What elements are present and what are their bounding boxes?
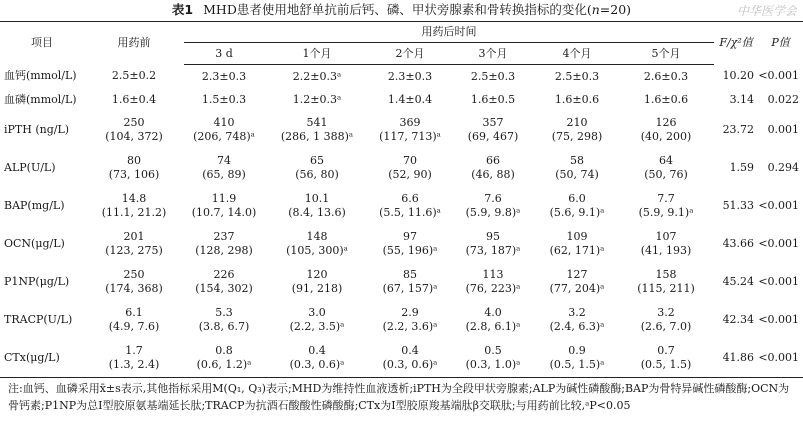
f-value: 51.33 bbox=[722, 199, 755, 212]
table-cell bbox=[536, 301, 618, 339]
cell-range: (73, 187)ᵃ bbox=[465, 244, 521, 257]
cell-value: 0.9 bbox=[568, 344, 586, 357]
cell-range: (115, 211) bbox=[637, 282, 695, 295]
table-cell bbox=[536, 339, 618, 378]
table-cell bbox=[184, 149, 264, 187]
cell-value: 237 bbox=[213, 230, 235, 243]
data-table bbox=[0, 21, 803, 378]
cell-value: 2.2±0.3ᵃ bbox=[292, 69, 342, 83]
table-row bbox=[0, 65, 803, 89]
cell-value: 6.1 bbox=[125, 306, 143, 319]
table-row bbox=[0, 301, 803, 339]
table-cell bbox=[450, 88, 536, 111]
table-title-eq: =20) bbox=[599, 2, 632, 17]
table-body bbox=[0, 65, 803, 378]
table-cell bbox=[84, 225, 184, 263]
cell-value: 58 bbox=[570, 154, 584, 167]
cell-range: (52, 90) bbox=[388, 168, 432, 181]
table-cell bbox=[450, 65, 536, 89]
cell-value: 2.6±0.3 bbox=[643, 69, 689, 83]
cell-range: (2.6, 7.0) bbox=[640, 320, 692, 333]
cell-value: 14.8 bbox=[121, 192, 147, 205]
table-cell bbox=[370, 111, 450, 149]
cell-range: (174, 368) bbox=[105, 282, 163, 295]
table-cell bbox=[264, 339, 370, 378]
cell-range: (0.6, 1.2)ᵃ bbox=[196, 358, 252, 371]
table-row bbox=[0, 111, 803, 149]
table-cell bbox=[264, 263, 370, 301]
cell-range: (11.1, 21.2) bbox=[101, 206, 167, 219]
cell-value: 6.0 bbox=[568, 192, 586, 205]
row-label: BAP(mg/L) bbox=[4, 199, 65, 212]
table-cell bbox=[618, 301, 714, 339]
cell-range: (5.9, 9.8)ᵃ bbox=[465, 206, 521, 219]
table-cell bbox=[618, 339, 714, 378]
cell-value: 1.4±0.4 bbox=[387, 92, 433, 106]
row-label: P1NP(μg/L) bbox=[4, 275, 70, 288]
cell-range: (73, 106) bbox=[108, 168, 160, 181]
table-cell bbox=[536, 111, 618, 149]
cell-range: (117, 713)ᵃ bbox=[379, 130, 441, 143]
table-cell bbox=[618, 263, 714, 301]
table-cell bbox=[264, 301, 370, 339]
table-cell bbox=[618, 187, 714, 225]
table-cell bbox=[264, 111, 370, 149]
cell-value: 158 bbox=[655, 268, 677, 281]
p-value: <0.001 bbox=[758, 339, 803, 378]
cell-range: (4.9, 7.6) bbox=[108, 320, 160, 333]
cell-value: 85 bbox=[403, 268, 417, 281]
cell-range: (40, 200) bbox=[640, 130, 692, 143]
header-time-5: 5个月 bbox=[618, 43, 714, 65]
table-cell bbox=[536, 65, 618, 89]
cell-value: 1.6±0.6 bbox=[554, 92, 600, 106]
cell-value: 2.5±0.3 bbox=[554, 69, 600, 83]
table-row bbox=[0, 225, 803, 263]
cell-value: 2.5±0.2 bbox=[111, 69, 157, 83]
cell-value: 97 bbox=[403, 230, 417, 243]
cell-value: 113 bbox=[482, 268, 504, 281]
p-value: <0.001 bbox=[758, 313, 800, 326]
table-cell bbox=[536, 263, 618, 301]
cell-range: (128, 298) bbox=[195, 244, 253, 257]
row-label: TRACP(U/L) bbox=[4, 313, 73, 326]
table-cell bbox=[84, 301, 184, 339]
cell-value: 210 bbox=[566, 116, 588, 129]
table-cell bbox=[536, 225, 618, 263]
cell-range: (0.3, 0.6)ᵃ bbox=[289, 358, 345, 371]
cell-value: 1.2±0.3ᵃ bbox=[292, 92, 342, 106]
cell-value: 4.0 bbox=[484, 306, 502, 319]
table-row bbox=[0, 263, 803, 301]
cell-value: 1.7 bbox=[125, 344, 143, 357]
cell-range: (50, 76) bbox=[644, 168, 688, 181]
f-value: 3.14 bbox=[729, 92, 755, 106]
cell-range: (76, 223)ᵃ bbox=[465, 282, 521, 295]
cell-value: 11.9 bbox=[211, 192, 237, 205]
cell-value: 1.6±0.5 bbox=[470, 92, 516, 106]
table-cell bbox=[184, 111, 264, 149]
table-cell bbox=[618, 225, 714, 263]
cell-range: (0.3, 1.0)ᵃ bbox=[465, 358, 521, 371]
table-row bbox=[0, 339, 803, 378]
table-cell bbox=[264, 149, 370, 187]
watermark-stamp: 中华医学会 bbox=[736, 4, 797, 18]
cell-value: 74 bbox=[217, 154, 231, 167]
cell-value: 0.4 bbox=[401, 344, 419, 357]
table-cell bbox=[184, 65, 264, 89]
cell-range: (154, 302) bbox=[195, 282, 253, 295]
cell-value: 5.3 bbox=[215, 306, 233, 319]
table-cell bbox=[370, 225, 450, 263]
p-value: <0.001 bbox=[758, 69, 800, 83]
cell-value: 70 bbox=[403, 154, 417, 167]
table-cell bbox=[184, 263, 264, 301]
table-cell bbox=[184, 301, 264, 339]
cell-range: (105, 300)ᵃ bbox=[286, 244, 348, 257]
p-value: 0.022 bbox=[767, 92, 800, 106]
table-row bbox=[0, 149, 803, 187]
cell-range: (5.9, 9.1)ᵃ bbox=[638, 206, 694, 219]
cell-value: 2.3±0.3 bbox=[201, 69, 247, 83]
table-cell bbox=[450, 187, 536, 225]
cell-range: (65, 89) bbox=[202, 168, 246, 181]
header-time-2: 2个月 bbox=[370, 43, 450, 65]
cell-value: 226 bbox=[213, 268, 235, 281]
table-footnote: 注:血钙、血磷采用x̄±s表示,其他指标采用M(Q₁, Q₃)表示;MHD为维持性血液透析;iPTH为全段甲状旁腺素;ALP为碱性磷酸酶;BAP为骨特异碱性磷酸酶;OCN为骨钙素;P1NP为总Ⅰ型胶原氨基端延长肽;TRACP为抗酒石酸酸性磷酸酶;CTx为Ⅰ型胶原羧基端肽β交联肽;与用药前比较,ᵃP<0.05 bbox=[8, 382, 790, 412]
table-cell bbox=[184, 187, 264, 225]
f-value: 23.72 bbox=[722, 123, 755, 136]
cell-value: 2.3±0.3 bbox=[387, 69, 433, 83]
table-cell bbox=[84, 339, 184, 378]
f-value: 41.86 bbox=[714, 339, 758, 378]
cell-value: 541 bbox=[306, 116, 328, 129]
cell-value: 410 bbox=[213, 116, 235, 129]
cell-range: (206, 748)ᵃ bbox=[193, 130, 255, 143]
table-cell bbox=[264, 88, 370, 111]
table-title-text: MHD患者使用地舒单抗前后钙、磷、甲状旁腺素和骨转换指标的变化( bbox=[203, 2, 592, 17]
cell-value: 369 bbox=[399, 116, 421, 129]
cell-range: (56, 80) bbox=[295, 168, 339, 181]
header-after-group: 用药后时间 bbox=[184, 22, 714, 43]
f-value: 43.66 bbox=[722, 237, 755, 250]
cell-value: 0.7 bbox=[657, 344, 675, 357]
cell-range: (41, 193) bbox=[640, 244, 692, 257]
cell-value: 7.7 bbox=[657, 192, 675, 205]
cell-range: (62, 171)ᵃ bbox=[549, 244, 605, 257]
cell-range: (75, 298) bbox=[551, 130, 603, 143]
header-p: P值 bbox=[758, 22, 803, 65]
header-item: 项目 bbox=[0, 22, 84, 65]
cell-value: 10.1 bbox=[304, 192, 330, 205]
table-cell bbox=[370, 187, 450, 225]
cell-value: 250 bbox=[123, 268, 145, 281]
cell-value: 1.6±0.6 bbox=[643, 92, 689, 106]
row-label: 血钙(mmol/L) bbox=[4, 69, 77, 83]
table-cell bbox=[84, 65, 184, 89]
p-value: <0.001 bbox=[758, 275, 800, 288]
cell-range: (2.2, 3.6)ᵃ bbox=[382, 320, 438, 333]
cell-range: (5.6, 9.1)ᵃ bbox=[549, 206, 605, 219]
cell-range: (2.2, 3.5)ᵃ bbox=[289, 320, 345, 333]
cell-value: 0.5 bbox=[484, 344, 502, 357]
table-cell bbox=[84, 187, 184, 225]
cell-range: (50, 74) bbox=[555, 168, 599, 181]
cell-value: 1.6±0.4 bbox=[111, 92, 157, 106]
cell-range: (5.5, 11.6)ᵃ bbox=[379, 206, 441, 219]
cell-range: (2.8, 6.1)ᵃ bbox=[465, 320, 521, 333]
cell-range: (1.3, 2.4) bbox=[108, 358, 160, 371]
f-value: 42.34 bbox=[722, 313, 755, 326]
f-value: 45.24 bbox=[722, 275, 755, 288]
cell-range: (77, 204)ᵃ bbox=[549, 282, 605, 295]
cell-value: 0.8 bbox=[215, 344, 233, 357]
table-cell bbox=[264, 225, 370, 263]
table-cell bbox=[618, 65, 714, 89]
p-value: <0.001 bbox=[758, 237, 800, 250]
table-cell bbox=[618, 149, 714, 187]
row-label: CTx(μg/L) bbox=[0, 339, 84, 378]
cell-value: 95 bbox=[486, 230, 500, 243]
table-cell bbox=[450, 225, 536, 263]
row-label: ALP(U/L) bbox=[4, 161, 56, 174]
table-cell bbox=[450, 263, 536, 301]
header-time-3: 3个月 bbox=[450, 43, 536, 65]
p-value: <0.001 bbox=[758, 199, 800, 212]
row-label: OCN(μg/L) bbox=[4, 237, 65, 250]
table-cell bbox=[370, 301, 450, 339]
cell-value: 65 bbox=[310, 154, 324, 167]
table-cell bbox=[450, 111, 536, 149]
table-cell bbox=[84, 263, 184, 301]
table-cell bbox=[370, 88, 450, 111]
cell-value: 201 bbox=[123, 230, 145, 243]
cell-value: 66 bbox=[486, 154, 500, 167]
table-cell bbox=[84, 149, 184, 187]
cell-range: (123, 275) bbox=[105, 244, 163, 257]
cell-value: 3.2 bbox=[657, 306, 675, 319]
table-cell bbox=[84, 111, 184, 149]
cell-value: 109 bbox=[566, 230, 588, 243]
cell-value: 148 bbox=[306, 230, 328, 243]
header-time-0: 3 d bbox=[184, 43, 264, 65]
table-cell bbox=[450, 339, 536, 378]
cell-range: (46, 88) bbox=[471, 168, 515, 181]
cell-value: 7.6 bbox=[484, 192, 502, 205]
cell-value: 6.6 bbox=[401, 192, 419, 205]
table-cell bbox=[618, 88, 714, 111]
cell-range: (104, 372) bbox=[105, 130, 163, 143]
table-title-n: n bbox=[591, 2, 600, 17]
cell-value: 0.4 bbox=[308, 344, 326, 357]
header-time-1: 1个月 bbox=[264, 43, 370, 65]
table-cell bbox=[450, 149, 536, 187]
table-cell bbox=[536, 187, 618, 225]
cell-range: (67, 157)ᵃ bbox=[382, 282, 438, 295]
table-row bbox=[0, 187, 803, 225]
cell-value: 3.2 bbox=[568, 306, 586, 319]
cell-value: 127 bbox=[566, 268, 588, 281]
cell-range: (0.3, 0.6)ᵃ bbox=[382, 358, 438, 371]
cell-range: (69, 467) bbox=[467, 130, 519, 143]
cell-range: (2.4, 6.3)ᵃ bbox=[549, 320, 605, 333]
cell-value: 80 bbox=[127, 154, 141, 167]
table-cell bbox=[536, 88, 618, 111]
cell-value: 250 bbox=[123, 116, 145, 129]
header-time-4: 4个月 bbox=[536, 43, 618, 65]
table-cell bbox=[370, 339, 450, 378]
cell-range: (10.7, 14.0) bbox=[191, 206, 257, 219]
row-label: 血磷(mmol/L) bbox=[4, 92, 77, 106]
cell-range: (286, 1 388)ᵃ bbox=[280, 130, 354, 143]
cell-value: 126 bbox=[655, 116, 677, 129]
table-cell bbox=[184, 88, 264, 111]
cell-range: (0.5, 1.5)ᵃ bbox=[549, 358, 605, 371]
f-value: 1.59 bbox=[729, 161, 755, 174]
p-value: 0.001 bbox=[767, 123, 800, 136]
table-row bbox=[0, 88, 803, 111]
cell-value: 3.0 bbox=[308, 306, 326, 319]
cell-value: 357 bbox=[482, 116, 504, 129]
table-cell bbox=[264, 187, 370, 225]
cell-value: 2.5±0.3 bbox=[470, 69, 516, 83]
cell-value: 1.5±0.3 bbox=[201, 92, 247, 106]
f-value: 10.20 bbox=[722, 69, 755, 83]
table-cell bbox=[536, 149, 618, 187]
table-cell bbox=[184, 225, 264, 263]
table-cell bbox=[370, 149, 450, 187]
table-cell bbox=[370, 65, 450, 89]
cell-value: 64 bbox=[659, 154, 674, 167]
cell-range: (0.5, 1.5) bbox=[640, 358, 692, 371]
header-before: 用药前 bbox=[84, 22, 184, 65]
cell-range: (8.4, 13.6) bbox=[288, 206, 346, 219]
header-f: F/χ²值 bbox=[714, 22, 758, 65]
row-label: iPTH (ng/L) bbox=[4, 123, 70, 136]
cell-range: (3.8, 6.7) bbox=[198, 320, 250, 333]
cell-range: (55, 196)ᵃ bbox=[382, 244, 438, 257]
table-cell bbox=[618, 111, 714, 149]
cell-value: 107 bbox=[655, 230, 677, 243]
cell-value: 2.9 bbox=[401, 306, 419, 319]
table-label: 表1 bbox=[171, 2, 194, 17]
table-cell bbox=[264, 65, 370, 89]
table-cell bbox=[450, 301, 536, 339]
table-cell bbox=[184, 339, 264, 378]
cell-value: 120 bbox=[306, 268, 328, 281]
cell-range: (91, 218) bbox=[291, 282, 343, 295]
p-value: 0.294 bbox=[767, 161, 800, 174]
table-cell bbox=[84, 88, 184, 111]
table-cell bbox=[370, 263, 450, 301]
